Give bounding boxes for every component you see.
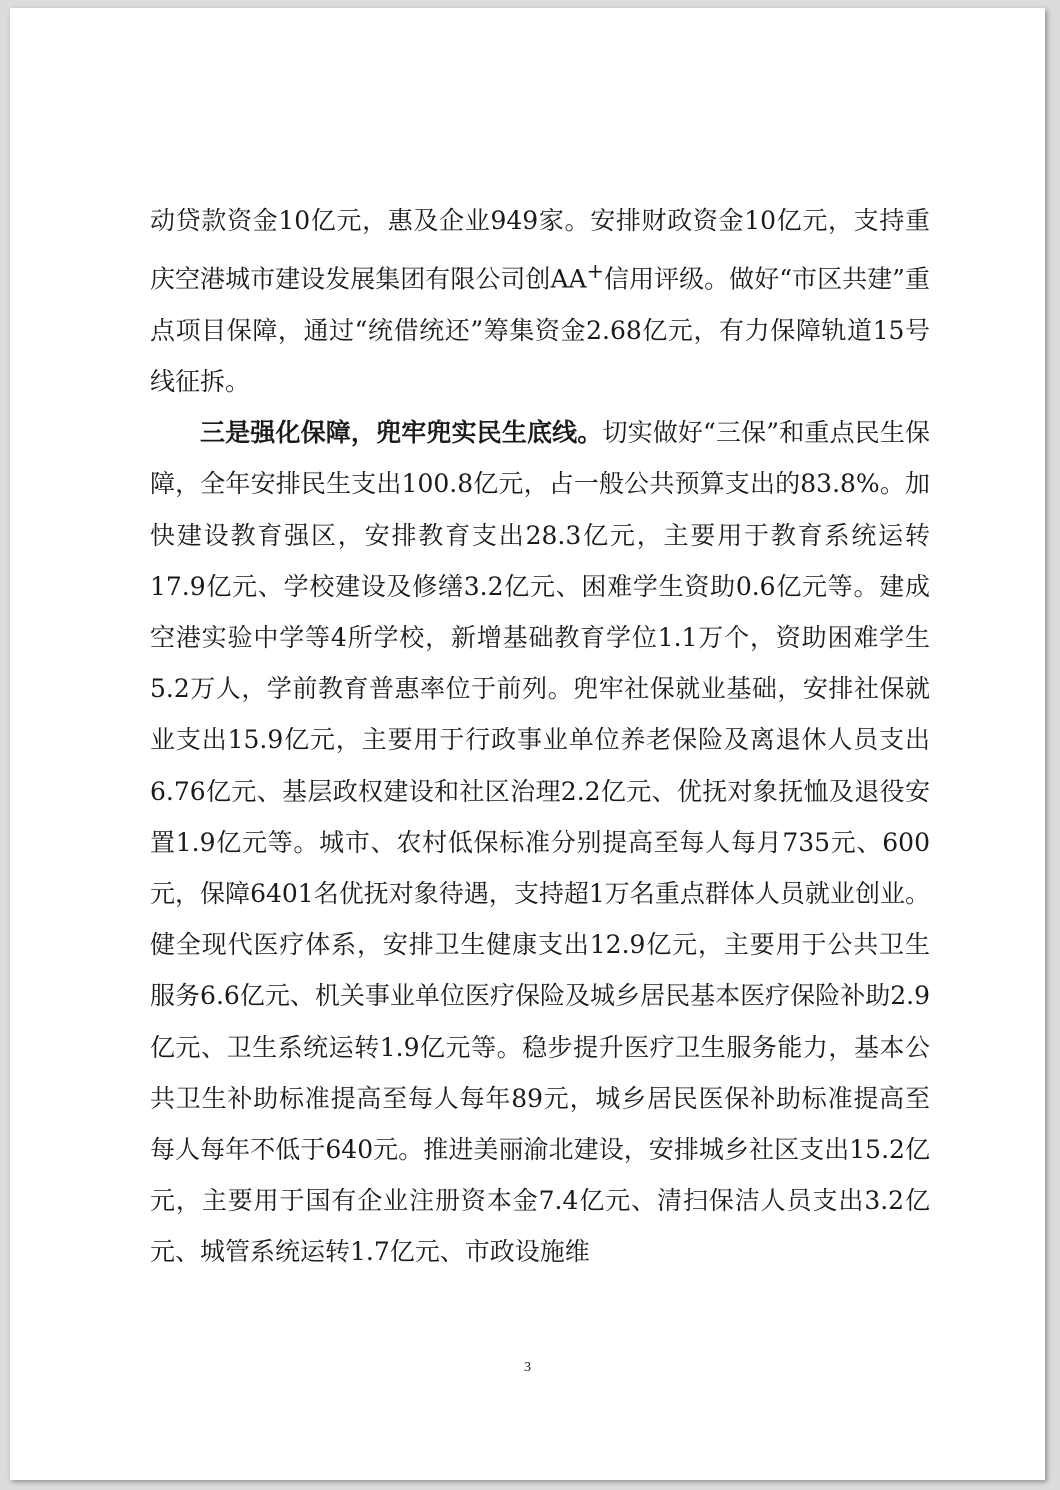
paragraph-1 (150, 195, 930, 407)
paragraph-2 (150, 407, 930, 1277)
paragraph-2-body: 切实做好“三保”和重点民生保障，全年安排民生支出100.8亿元，占一般公共预算支出的83.8%。加快建设教育强区，安排教育支出28.3亿元，主要用于教育系统运转17.9亿元、学校建设及修缮3.2亿元、困难学生资助0.6亿元等。建成空港实验中学等4所学校，新增基础教育学位1.1万个，资助困难学生5.2万人，学前教育普惠率位于前列。兜牢社保就业基础，安排社保就业支出15.9亿元，主要用于行政事业单位养老保险及离退休人员支出6.76亿元、基层政权建设和社区治理2.2亿元、优抚对象抚恤及退役安置1.9亿元等。城市、农村低保标准分别提高至每人每月735元、600元，保障6401名优抚对象待遇，支持超1万名重点群体人员就业创业。健全现代医疗体系，安排卫生健康支出12.9亿元，主要用于公共卫生服务6.6亿元、机关事业单位医疗保险及城乡居民基本医疗保险补助2.9亿元、卫生系统运转1.9亿元等。稳步提升医疗卫生服务能力，基本公共卫生补助标准提高至每人每年89元，城乡居民医保补助标准提高至每人每年不低于640元。推进美丽渝北建设，安排城乡社区支出15.2亿元，主要用于国有企业注册资本金7.4亿元、清扫保洁人员支出3.2亿元、城管系统运转1.7亿元、市政设施维 (150, 418, 930, 1267)
paragraph-1-text-a: 动贷款资金10亿元，惠及企业949家。安排财政资金10亿元，支持重庆空港城市建设发展集团有限公司创AA (150, 206, 930, 294)
page-number: 3 (524, 1360, 531, 1375)
paragraph-2-lead: 三是强化保障，兜牢兜实民生底线。 (200, 418, 603, 448)
superscript-plus: + (586, 259, 605, 284)
body-text (150, 195, 930, 1278)
paragraph-1-text-b: 信用评级。做好“市区共建”重点项目保障，通过“统借统还”筹集资金2.68亿元，有力保障轨道15号线征拆。 (150, 264, 930, 396)
document-page (10, 8, 1045, 1480)
